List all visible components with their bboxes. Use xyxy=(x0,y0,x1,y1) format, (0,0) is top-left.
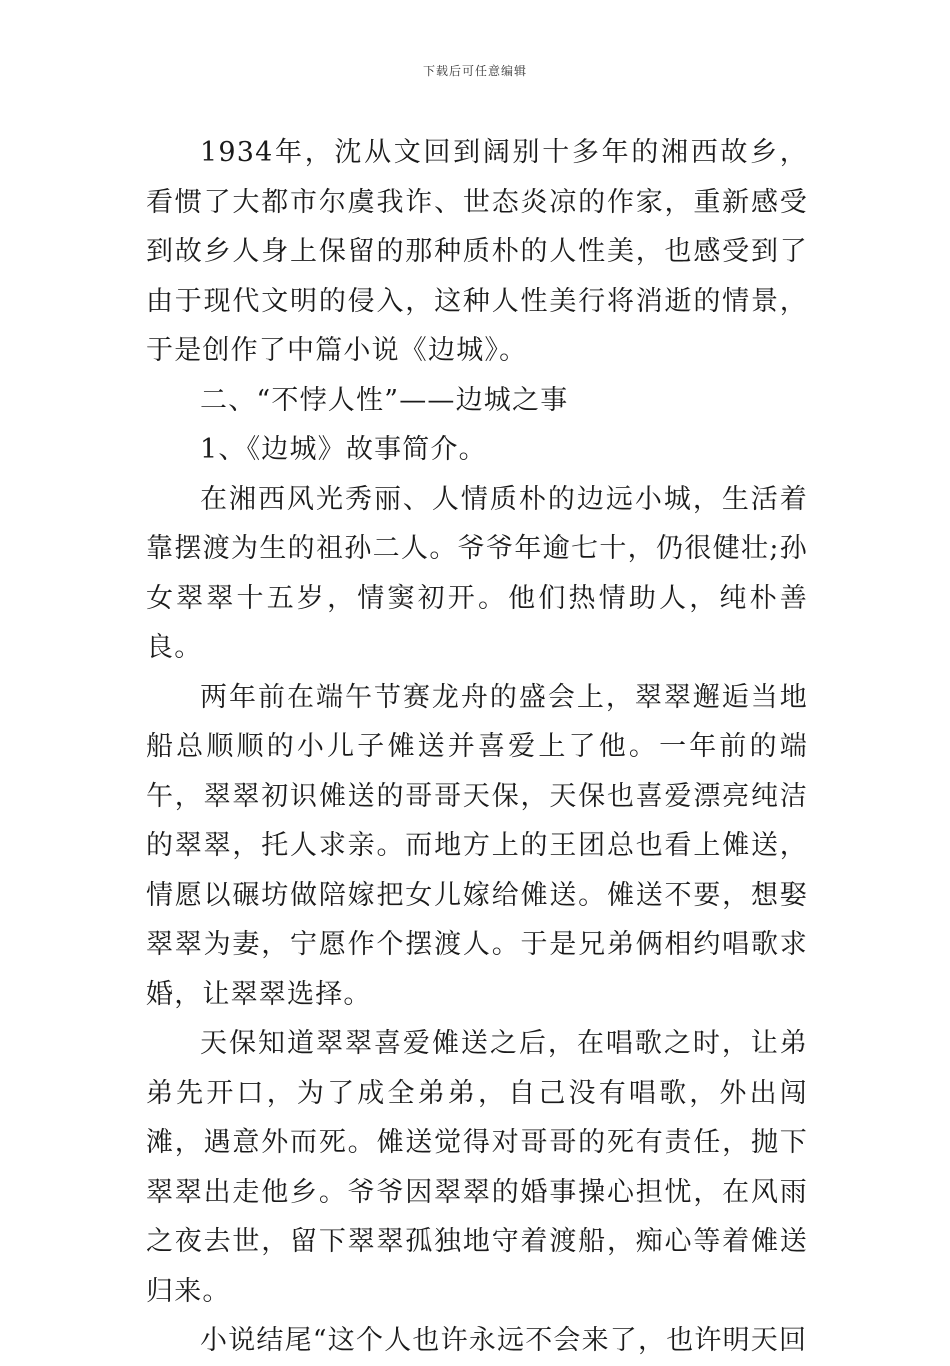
paragraph-shen-congwen-return: 1934年，沈从文回到阔别十多年的湘西故乡，看惯了大都市尔虞我诈、世态炎凉的作家，重新感受到故乡人身上保留的那种质朴的人性美，也感受到了由于现代文明的侵入，这种人性美行将消逝的情景，于是创作了中篇小说《边城》。 xyxy=(146,137,808,366)
document-body xyxy=(146,128,808,1366)
section-heading-two: 二、“不悖人性”——边城之事 xyxy=(200,384,569,416)
paragraph-novel-ending: 小说结尾“这个人也许永远不会来了，也许明天回 xyxy=(200,1325,808,1356)
subheading-story-summary: 1、《边城》故事简介。 xyxy=(200,434,487,465)
paragraph-grandfather-granddaughter: 在湘西风光秀丽、人情质朴的边远小城，生活着靠摆渡为生的祖孙二人。爷爷年逾七十，仍很健壮;孙女翠翠十五岁，情窦初开。他们热情助人，纯朴善良。 xyxy=(146,483,808,663)
page-header: 下载后可任意编辑 xyxy=(422,64,527,78)
paragraph-dragon-boat-encounter: 两年前在端午节赛龙舟的盛会上，翠翠邂逅当地船总顺顺的小儿子傩送并喜爱上了他。一年前的端午，翠翠初识傩送的哥哥天保，天保也喜爱漂亮纯洁的翠翠，托人求亲。而地方上的王团总也看上傩送，情愿以碾坊做陪嫁把女儿嫁给傩送。傩送不要，想娶翠翠为妻，宁愿作个摆渡人。于是兄弟俩相约唱歌求婚，让翠翠选择。 xyxy=(146,681,808,1010)
paragraph-tianbao-death: 天保知道翠翠喜爱傩送之后，在唱歌之时，让弟弟先开口，为了成全弟弟，自己没有唱歌，外出闯滩，遇意外而死。傩送觉得对哥哥的死有责任，抛下翠翠出走他乡。爷爷因翠翠的婚事操心担忧，在风雨之夜去世，留下翠翠孤独地守着渡船，痴心等着傩送归来。 xyxy=(146,1028,808,1307)
